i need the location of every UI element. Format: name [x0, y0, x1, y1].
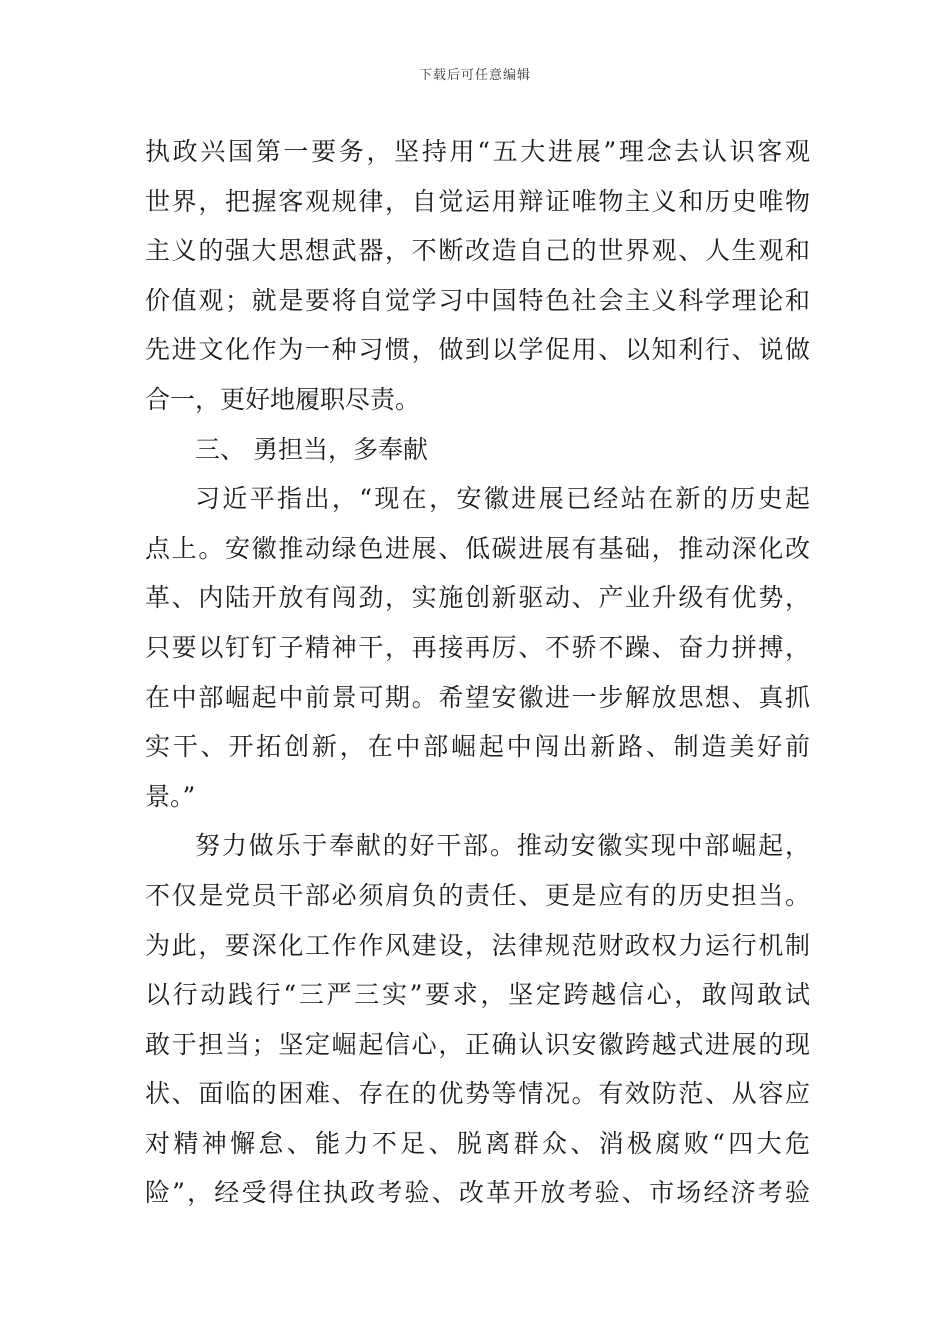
text-line: 敢于担当；坚定崛起信心，正确认识安徽跨越式进展的现 [145, 1029, 810, 1059]
text-line: 实干、开拓创新，在中部崛起中闯出新路、制造美好前 [145, 732, 810, 762]
text-line: 习近平指出，“现在，安徽进展已经站在新的历史起 [195, 484, 810, 514]
page-header: 下载后可任意编辑 [418, 68, 531, 83]
text-line: 以行动践行“三严三实”要求，坚定跨越信心，敢闯敢试 [145, 980, 810, 1010]
text-line: 险”，经受得住执政考验、改革开放考验、市场经济考验 [145, 1178, 810, 1208]
text-line: 努力做乐于奉献的好干部。推动安徽实现中部崛起， [195, 831, 810, 861]
section-heading: 三、 勇担当，多奉献 [195, 434, 428, 464]
text-line: 主义的强大思想武器，不断改造自己的世界观、人生观和 [145, 236, 810, 266]
text-line: 合一，更好地履职尽责。 [145, 384, 421, 414]
document-body [145, 127, 810, 1218]
text-line: 对精神懈怠、能力不足、脱离群众、消极腐败“四大危 [145, 1128, 810, 1158]
text-line: 革、内陆开放有闯劲，实施创新驱动、产业升级有优势， [145, 583, 810, 613]
text-line: 执政兴国第一要务，坚持用“五大进展”理念去认识客观 [145, 137, 810, 166]
text-line: 景。” [145, 781, 196, 811]
text-line: 世界，把握客观规律，自觉运用辩证唯物主义和历史唯物 [145, 186, 810, 216]
text-line: 状、面临的困难、存在的优势等情况。有效防范、从容应 [145, 1079, 810, 1109]
text-line: 点上。安徽推动绿色进展、低碳进展有基础，推动深化改 [145, 533, 810, 563]
text-line: 先进文化作为一种习惯，做到以学促用、以知利行、说做 [145, 335, 810, 365]
text-line: 在中部崛起中前景可期。希望安徽进一步解放思想、真抓 [145, 682, 810, 712]
text-line: 为此，要深化工作作风建设，法律规范财政权力运行机制 [145, 930, 810, 960]
text-line: 只要以钉钉子精神干，再接再厉、不骄不躁、奋力拼搏， [145, 632, 810, 662]
text-line: 不仅是党员干部必须肩负的责任、更是应有的历史担当。 [145, 880, 810, 910]
text-line: 价值观；就是要将自觉学习中国特色社会主义科学理论和 [145, 285, 810, 315]
